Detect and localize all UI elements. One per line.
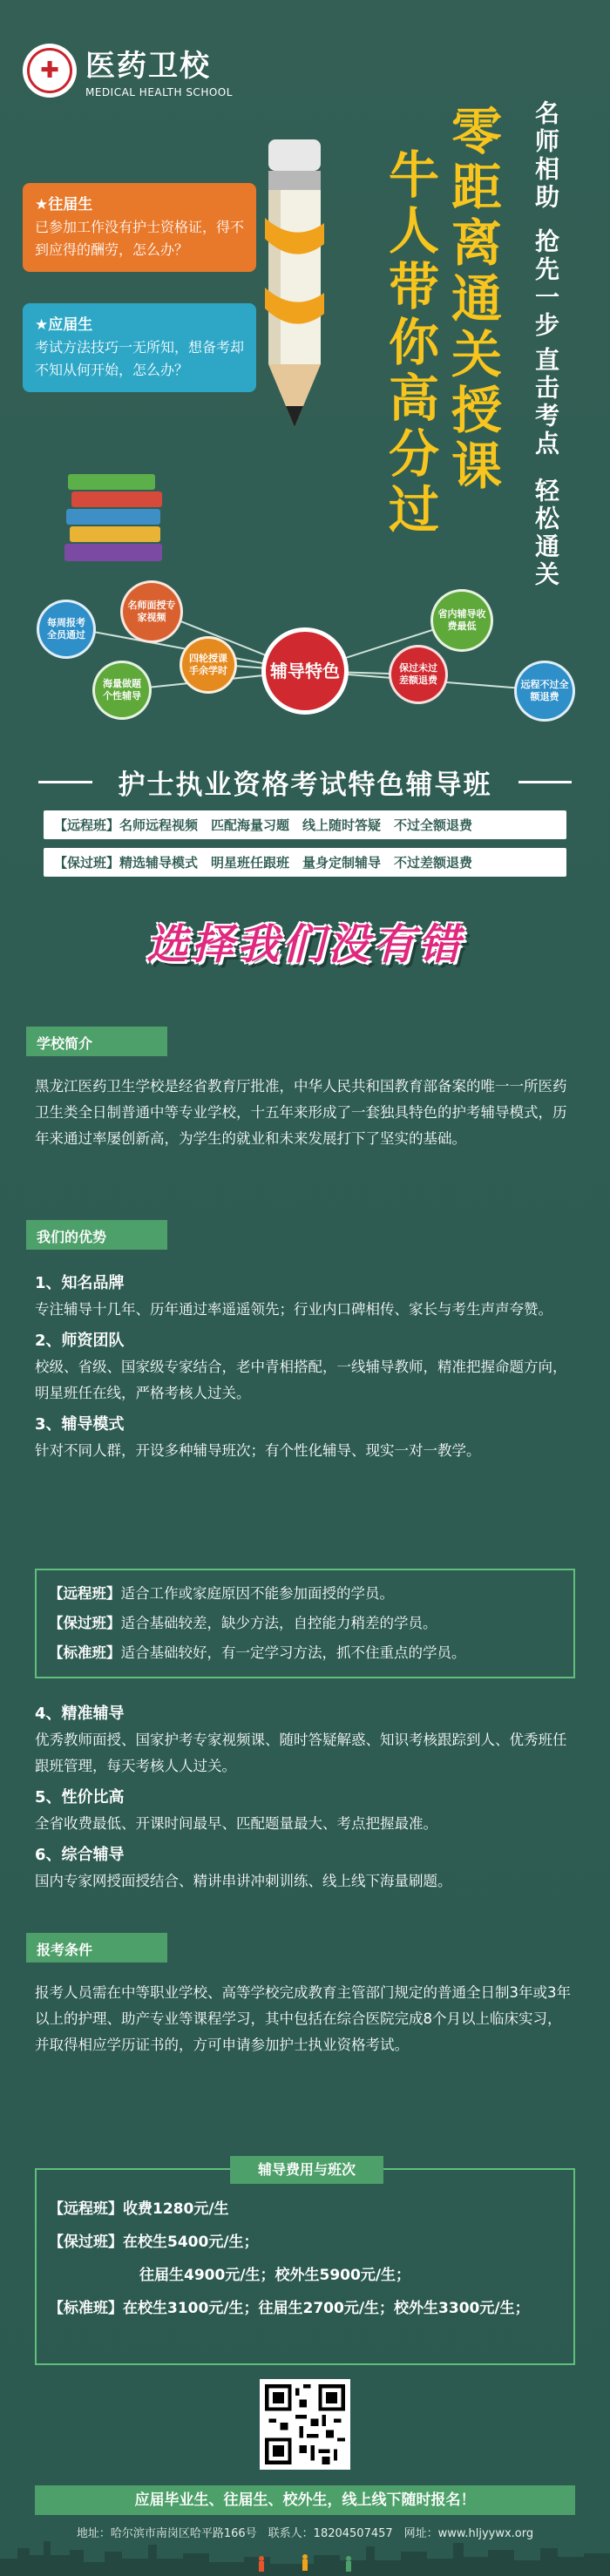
slogan-4: 轻松通关 bbox=[532, 478, 560, 589]
node-lowest-fee: 省内辅导收费最低 bbox=[430, 589, 493, 652]
advantage-text: 优秀教师面授、国家护考专家视频课、随时答疑解惑、知识考核跟踪到人、优秀班任跟班管理，每天考核人人过关。 bbox=[35, 1732, 567, 1774]
advantages-heading: 我们的优势 bbox=[26, 1220, 167, 1250]
fee-standard: 【标准班】在校生3100元/生；往届生2700元/生；校外生3300元/生； bbox=[49, 2300, 530, 2317]
qr-code-icon bbox=[265, 2384, 345, 2464]
bubble-text: 考试方法技巧一无所知，想备考却不知从何开始，怎么办？ bbox=[35, 339, 245, 378]
node-four-rounds: 四轮授课手余学时 bbox=[180, 636, 237, 694]
advantage-title: 2、师资团队 bbox=[35, 1332, 125, 1350]
course-banner bbox=[38, 763, 572, 877]
fee-guaranteed-others: 往届生4900元/生；校外生5900元/生； bbox=[139, 2267, 411, 2284]
advantage-title: 4、精准辅导 bbox=[35, 1705, 125, 1723]
class-name: 【标准班】 bbox=[49, 1644, 121, 1661]
class-name: 【保过班】 bbox=[49, 1615, 121, 1631]
bubble-title: ★应届生 bbox=[35, 316, 93, 334]
conditions-text: 报考人员需在中等职业学校、高等学校完成教育主管部门规定的普通全日制3年或3年以上的护理、助产专业等课程学习，其中包括在综合医院完成8个月以上临床实习，并取得相应学历证书的，方可申请参加护士执业资格考试。 bbox=[35, 1984, 571, 2053]
advantage-title: 3、辅导模式 bbox=[35, 1415, 125, 1434]
bubble-text: 已参加工作没有护士资格证，得不到应得的酬劳，怎么办？ bbox=[35, 219, 245, 258]
books-icon bbox=[63, 471, 167, 566]
bubble-title: ★往届生 bbox=[35, 196, 93, 214]
class-row-standard bbox=[49, 1638, 561, 1668]
advantage-title: 1、知名品牌 bbox=[35, 1274, 125, 1292]
bubble-past-graduate bbox=[23, 183, 256, 272]
slogan-1: 名师相助 bbox=[532, 100, 560, 212]
node-full-refund: 远程不过全额退费 bbox=[514, 661, 575, 722]
class-text: 适合基础较好，有一定学习方法，抓不住重点的学员。 bbox=[120, 1644, 466, 1661]
school-name-en: MEDICAL HEALTH SCHOOL bbox=[85, 86, 233, 98]
divider bbox=[518, 781, 573, 783]
fees-box bbox=[35, 2161, 575, 2365]
contact-address: 地址：哈尔滨市南岗区哈平路166号 联系人：18204507457 网址：www.hljyywx.org bbox=[76, 2527, 534, 2540]
class-row-remote bbox=[49, 1579, 561, 1609]
fees-heading: 辅导费用与班次 bbox=[230, 2156, 383, 2184]
node-guaranteed-refund: 保过未过差额退费 bbox=[389, 645, 448, 704]
node-weekly-exam: 每周报考全员通过 bbox=[37, 600, 96, 659]
advantages-bottom bbox=[35, 1696, 575, 1895]
hero-title-line1: 零距离通关授课 bbox=[443, 105, 502, 495]
advantage-text: 国内专家网授面授结合、精讲串讲冲刺训练、线上线下海量刷题。 bbox=[35, 1873, 452, 1889]
hero-title-line2: 牛人带你高分过 bbox=[380, 148, 439, 539]
advantage-text: 校级、省级、国家级专家结合，老中青相搭配，一线辅导教师，精准把握命题方向，明星班任在线，严格考核人过关。 bbox=[35, 1359, 567, 1401]
advantage-text: 全省收费最低、开课时间最早、匹配题量最大、考点把握最准。 bbox=[35, 1815, 437, 1832]
divider bbox=[38, 781, 92, 783]
features-diagram bbox=[0, 584, 610, 758]
slogan-3: 直击考点 bbox=[532, 347, 560, 458]
qr-code[interactable] bbox=[260, 2379, 350, 2470]
node-hub: 辅导特色 bbox=[261, 627, 349, 715]
fee-guaranteed: 【保过班】在校生5400元/生； bbox=[49, 2234, 259, 2251]
choose-us-slogan: 选择我们没有错 bbox=[146, 920, 464, 969]
class-text: 适合工作或家庭原因不能参加面授的学员。 bbox=[120, 1585, 394, 1602]
pencil-icon bbox=[261, 139, 328, 436]
advantage-title: 6、综合辅导 bbox=[35, 1846, 125, 1864]
school-name-cn: 医药卫校 bbox=[85, 49, 211, 84]
feature-row-guaranteed: 【保过班】精选辅导模式 明星班任跟班 量身定制辅导 不过差额退费 bbox=[44, 848, 566, 877]
slogan-2: 抢先一步 bbox=[532, 228, 560, 340]
city-skyline-illustration bbox=[0, 2532, 610, 2576]
advantage-text: 针对不同人群，开设多种辅导班次；有个性化辅导、现实一对一教学。 bbox=[35, 1442, 481, 1459]
bubble-new-graduate bbox=[23, 303, 256, 392]
intro-heading: 学校简介 bbox=[26, 1027, 167, 1056]
advantages-top bbox=[35, 1265, 575, 1464]
class-types-box bbox=[35, 1569, 575, 1678]
intro-text: 黑龙江医药卫生学校是经省教育厅批准，中华人民共和国教育部备案的唯一一所医药卫生类全日制普通中等专业学校，十五年来形成了一套独具特色的护考辅导模式，历年来通过率屡创新高，为学生的就业和未来发展打下了坚实的基础。 bbox=[35, 1078, 567, 1147]
course-title: 护士执业资格考试特色辅导班 bbox=[118, 769, 492, 801]
advantage-text: 专注辅导十几年、历年通过率遥遥领先；行业内口碑相传、家长与考生声声夸赞。 bbox=[35, 1301, 552, 1318]
school-emblem-icon: ✚ bbox=[23, 44, 77, 98]
school-logo bbox=[23, 42, 233, 98]
fee-remote: 【远程班】收费1280元/生 bbox=[49, 2200, 229, 2218]
node-famous-teachers: 名师面授专家视频 bbox=[120, 580, 183, 643]
feature-row-remote: 【远程班】名师远程视频 匹配海量习题 线上随时答疑 不过全额退费 bbox=[44, 810, 566, 839]
class-text: 适合基础较差，缺少方法，自控能力稍差的学员。 bbox=[120, 1615, 437, 1631]
node-massive-practice: 海量做题个性辅导 bbox=[92, 661, 152, 720]
conditions-heading: 报考条件 bbox=[26, 1933, 167, 1963]
enroll-banner: 应届毕业生、往届生、校外生，线上线下随时报名！ bbox=[35, 2485, 575, 2515]
advantage-title: 5、性价比高 bbox=[35, 1788, 125, 1807]
class-name: 【远程班】 bbox=[49, 1585, 121, 1602]
class-row-guaranteed bbox=[49, 1609, 561, 1638]
